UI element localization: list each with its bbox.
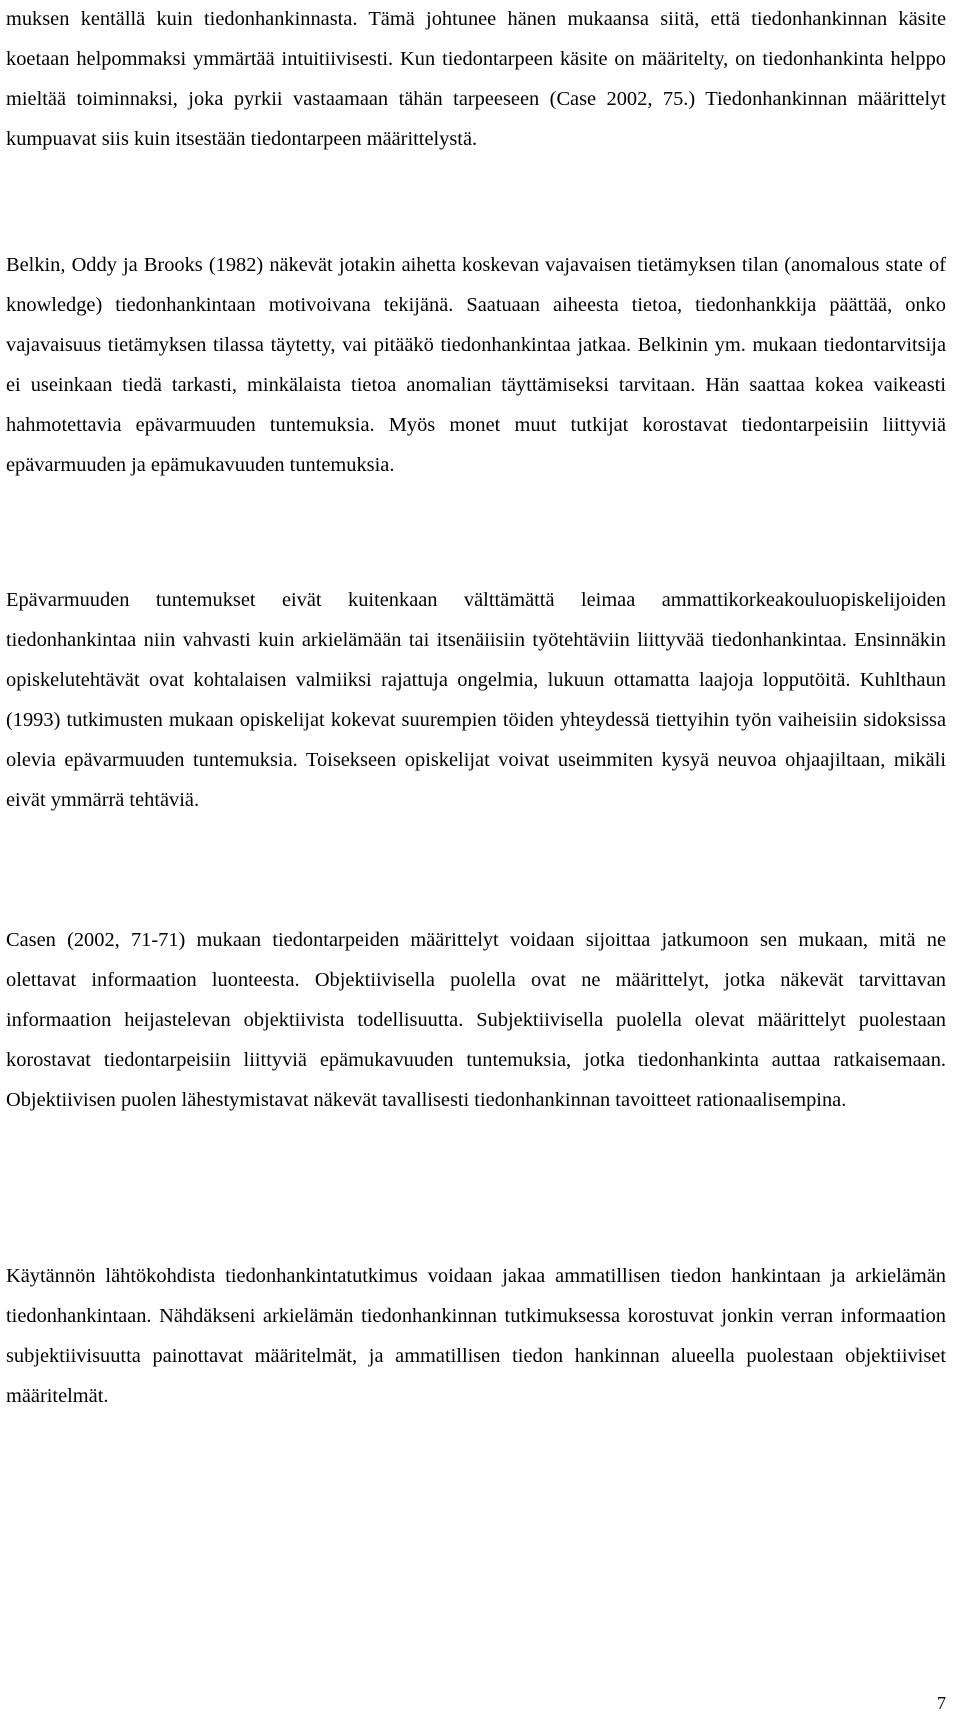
page-number: 7 xyxy=(937,1693,946,1713)
paragraph-4: Casen (2002, 71-71) mukaan tiedontarpeiden määrittelyt voidaan sijoittaa jatkumoon sen mukaan, mitä ne olettavat informaation luonteesta. Objektiivisella puolella ovat ne määrittelyt, jotka näkevät tarvittavan informaation heijastelevan objektiivista todellisuutta. Subjektiivisella puolella olevat määrittelyt puolestaan korostavat tiedontarpeisiin liittyviä epämukavuuden tuntemuksia, jotka tiedonhankinta auttaa ratkaisemaan. Objektiivisen puolen lähestymistavat näkevät tavallisesti tiedonhankinnan tavoitteet rationaalisempina. xyxy=(6,929,946,1111)
paragraph-2: Belkin, Oddy ja Brooks (1982) näkevät jotakin aihetta koskevan vajavaisen tietämyksen tilan (anomalous state of knowledge) tiedonhankintaan motivoivana tekijänä. Saatuaan aiheesta tietoa, tiedonhankkija päättää, onko vajavaisuus tietämyksen tilassa täytetty, vai pitääkö tiedonhankintaa jatkaa. Belkinin ym. mukaan tiedontarvitsija ei useinkaan tiedä tarkasti, minkälaista tietoa anomalian täyttämiseksi tarvitaan. Hän saattaa kokea vaikeasti hahmotettavia epävarmuuden tuntemuksia. Myös monet muut tutkijat korostavat tiedontarpeisiin liittyviä epävarmuuden ja epämukavuuden tuntemuksia. xyxy=(6,254,946,476)
paragraph-5: Käytännön lähtökohdista tiedonhankintatutkimus voidaan jakaa ammatillisen tiedon hankintaan ja arkielämän tiedonhankintaan. Nähdäkseni arkielämän tiedonhankinnan tutkimuksessa korostuvat jonkin verran informaation subjektiivisuutta painottavat määritelmät, ja ammatillisen tiedon hankinnan alueella puolestaan objektiiviset määritelmät. xyxy=(6,1265,946,1407)
paragraph-1: muksen kentällä kuin tiedonhankinnasta. Tämä johtunee hänen mukaansa siitä, että tiedonhankinnan käsite koetaan helpommaksi ymmärtää intuitiivisesti. Kun tiedontarpeen käsite on määritelty, on tiedonhankinta helppo mieltää toiminnaksi, joka pyrkii vastaamaan tähän tarpeeseen (Case 2002, 75.) Tiedonhankinnan määrittelyt kumpuavat siis kuin itsestään tiedontarpeen määrittelystä. xyxy=(6,8,946,150)
paragraph-3: Epävarmuuden tuntemukset eivät kuitenkaan välttämättä leimaa ammattikorkeakouluopiskelijoiden tiedonhankintaa niin vahvasti kuin arkielämään tai itsenäiisiin työtehtäviin liittyvää tiedonhankintaa. Ensinnäkin opiskelutehtävät ovat kohtalaisen valmiiksi rajattuja ongelmia, lukuun ottamatta laajoja lopputöitä. Kuhlthaun (1993) tutkimusten mukaan opiskelijat kokevat suurempien töiden yhteydessä tiettyihin työn vaiheisiin sidoksissa olevia epävarmuuden tuntemuksia. Toisekseen opiskelijat voivat useimmiten kysyä neuvoa ohjaajiltaan, mikäli eivät ymmärrä tehtäviä. xyxy=(6,589,946,811)
